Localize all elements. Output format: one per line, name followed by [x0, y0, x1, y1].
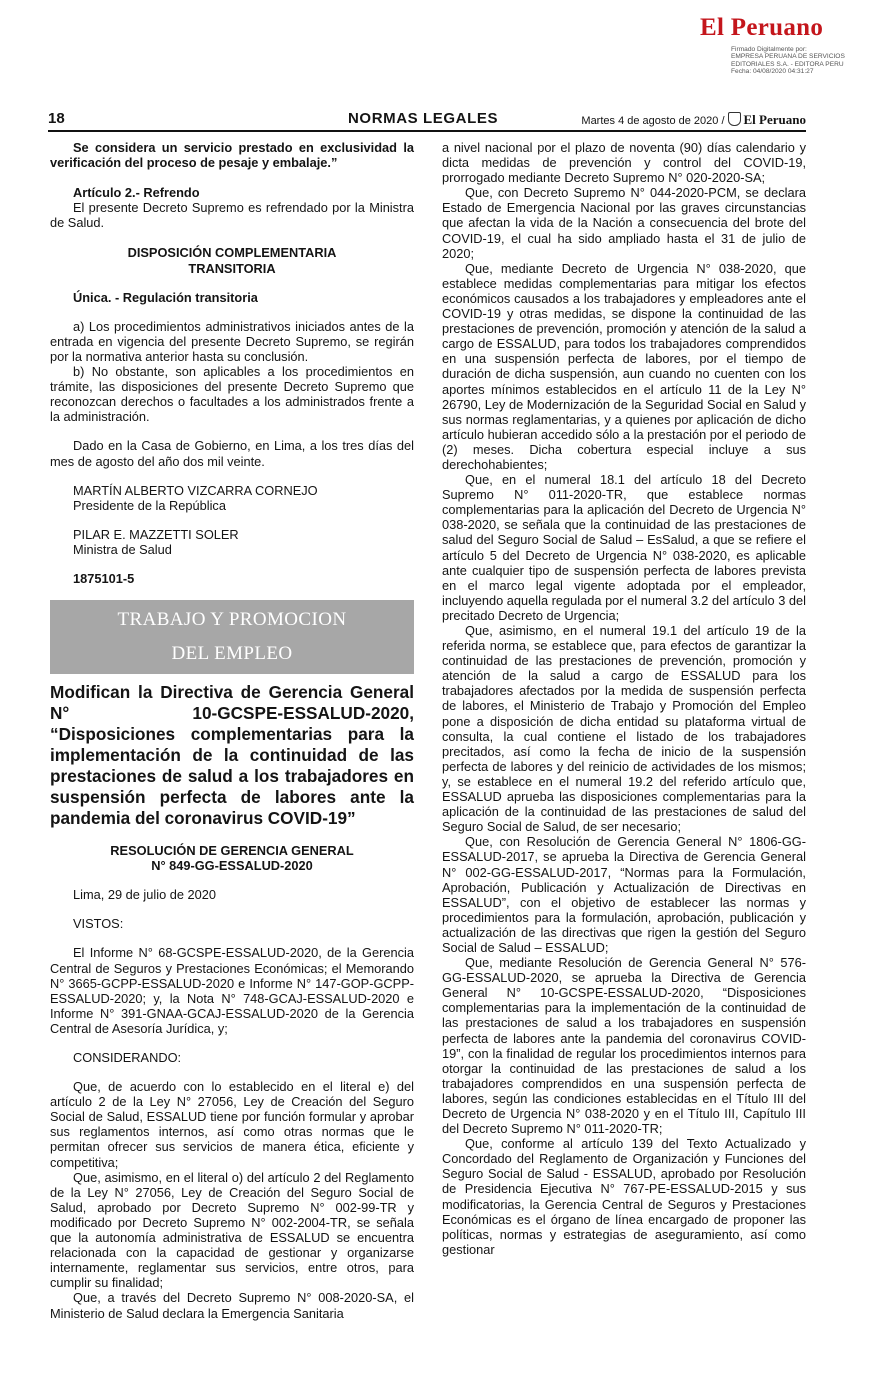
coat-of-arms-icon: [728, 112, 741, 126]
signatory-role: Ministra de Salud: [73, 541, 172, 557]
paragraph: El presente Decreto Supremo es refrendado por la Ministra de Salud.: [50, 200, 414, 231]
resolution-number: N° 849-GG-ESSALUD-2020: [151, 858, 313, 874]
paragraph: Que, de acuerdo con lo establecido en el literal e) del artículo 2 de la Ley N° 27056, Ley de Creación del Seguro Social de Salud, ESSALUD tiene por función formular y aprobar sus reglamentos internos, así como otras normas que le permitan ofrecer sus servicios de manera ética, eficiente y competitiva;: [50, 1079, 414, 1170]
paragraph: Que, mediante Decreto de Urgencia N° 038-2020, que establece medidas complementarias para mitigar los efectos económicos causados a los trabajadores y empleadores ante el COVID-19 y otras medidas, se dispone la continuidad de las prestaciones de prevención, promoción y atención de la salud a cargo de ESSALUD, para todos los trabajadores comprendidos en una suspensión perfecta de labores, por el tiempo de duración de dicha suspensión, aun cuando no cuenten con los aportes mínimos establecidos en el artículo 11 de la Ley N° 26790, Ley de Modernización de la Seguridad Social en Salud y sus normas reglamentarias, y a quienes por aplicación de dicho artículo hubieran accedido sólo a la prestación por el periodo de (2) meses. Dicha cobertura especial incluye a sus derechohabientes;: [442, 260, 806, 472]
section-heading: TRANSITORIA: [188, 260, 276, 276]
signatory-name: MARTÍN ALBERTO VIZCARRA CORNEJO: [73, 482, 318, 498]
paragraph: Que, con Resolución de Gerencia General N° 1806-GG-ESSALUD-2017, se aprueba la Directiva de Gerencia General N° 002-GG-ESSALUD-2017, “Normas para la Formulación, Aprobación, Publicación y Actualización de Directivas en ESSALUD”, con el objetivo de establecer las normas y procedimientos para la formulación, aprobación, publicación y actualización de las directivas que rigen la gestión del Seguro Social de Salud – ESSALUD;: [442, 834, 806, 955]
paragraph: b) No obstante, son aplicables a los procedimientos en trámite, las disposiciones del presente Decreto Supremo que reconozcan derechos o facultades a los administrados frente a la administración.: [50, 364, 414, 425]
sector-banner: [50, 600, 414, 674]
date-line: Lima, 29 de julio de 2020: [73, 887, 217, 903]
signature-line: EMPRESA PERUANA DE SERVICIOS: [731, 53, 845, 61]
left-column: [50, 140, 414, 1321]
paragraph: Que, conforme al artículo 139 del Texto Actualizado y Concordado del Reglamento de Organización y Funciones del Seguro Social de Salud - ESSALUD, aprobado por Resolución de Presidencia Ejecutiva N° 767-PE-ESSALUD-2015 y sus modificatorias, la Gerencia Central de Seguros y Prestaciones Económicas es el órgano de línea encargado de proponer las políticas, normas y estrategias de aseguramiento, así como gestionar: [442, 1136, 806, 1257]
signatory-role: Presidente de la República: [73, 497, 226, 513]
banner-line: DEL EMPLEO: [171, 643, 293, 665]
header-brand: El Peruano: [743, 112, 806, 127]
paragraph: Que, asimismo, en el numeral 19.1 del artículo 19 de la referida norma, se establece que, para efectos de garantizar la continuidad de las prestaciones de prevención, promoción y atención de la salud a cargo de ESSALUD para los trabajadores afectados por la medida de suspensión perfecta de labores, el Ministerio de Trabajo y Promoción del Empleo pone a disposición de dicha entidad su plataforma virtual de consulta, la cual contiene el listado de los trabajadores precitados, así como la fecha de inicio de la suspensión perfecta de labores y del reinicio de actividades de los mismos; y, se establece en el numeral 19.2 del referido artículo que, ESSALUD aprueba las disposiciones complementarias para la aplicación de la continuidad de las prestaciones de salud del Seguro Social de Salud, de ser necesario;: [442, 623, 806, 835]
signature-line: Fecha: 04/08/2020 04:31:27: [731, 68, 814, 76]
paragraph: Se considera un servicio prestado en exclusividad la verificación del proceso de pesaje y embalaje.”: [50, 140, 414, 171]
paragraph: Que, mediante Resolución de Gerencia General N° 576-GG-ESSALUD-2020, se aprueba la Directiva de Gerencia General N° 10-GCSPE-ESSALUD-2020, “Disposiciones complementarias para la implementación de la continuidad de las prestaciones de salud a los trabajadores en suspensión perfecta de labores ante la pandemia del coronavirus COVID-19”, con la finalidad de regular los procedimientos internos para otorgar la continuidad de las prestaciones de salud a los trabajadores comprendidos en una suspensión perfecta de labores, según las condiciones establecidas en el Título III del Decreto de Urgencia N° 038-2020 y en el Título III, Capítulo III del Decreto Supremo N° 011-2020-TR;: [442, 955, 806, 1137]
norm-code: 1875101-5: [73, 570, 135, 586]
header-date: [581, 112, 806, 128]
page-number: 18: [48, 110, 65, 127]
signature-line: EDITORIALES S.A. - EDITORA PERU: [731, 60, 844, 68]
paragraph: Que, con Decreto Supremo N° 044-2020-PCM, se declara Estado de Emergencia Nacional por las graves circunstancias que afectan la vida de la Nación a consecuencia del brote del COVID-19, el cual ha sido ampliado hasta el 31 de julio de 2020;: [442, 185, 806, 261]
paragraph: a) Los procedimientos administrativos iniciados antes de la entrada en vigencia del presente Decreto Supremo, se regirán por la normativa anterior hasta su conclusión.: [50, 318, 414, 364]
paragraph: El Informe N° 68-GCSPE-ESSALUD-2020, de la Gerencia Central de Seguros y Prestaciones Económicas; el Memorando N° 3665-GCPP-ESSALUD-2020 e Informe N° 147-GOP-GCPP-ESSALUD-2020; y, la Nota N° 748-GCAJ-ESSALUD-2020 e Informe N° 391-GNAA-GCAJ-ESSALUD-2020 de la Gerencia Central de Asesoría Jurídica, y;: [50, 945, 414, 1036]
signature-line: Firmado Digitalmente por:: [731, 46, 807, 53]
paragraph: Dado en la Casa de Gobierno, en Lima, a los tres días del mes de agosto del año dos mil veinte.: [50, 438, 414, 469]
date-text: Martes 4 de agosto de 2020 /: [581, 115, 725, 127]
considerando-label: CONSIDERANDO:: [73, 1050, 182, 1065]
article-title: Artículo 2.- Refrendo: [73, 185, 200, 201]
right-column: [442, 140, 806, 1257]
resolution-heading: RESOLUCIÓN DE GERENCIA GENERAL: [110, 843, 354, 859]
signatory-name: PILAR E. MAZZETTI SOLER: [73, 526, 239, 542]
banner-line: TRABAJO Y PROMOCION: [117, 609, 347, 631]
paragraph: Que, asimismo, en el literal o) del artículo 2 del Reglamento de la Ley N° 27056, Ley de Creación del Seguro Social de Salud, aprobado por Decreto Supremo N° 002-99-TR y modificado por Decreto Supremo N° 002-2004-TR, se señala que la autonomía administrativa de ESSALUD se encuentra relacionada con la capacidad de gestionar y organizarse internamente, reglamentar sus servicios, entre otros, para cumplir su finalidad;: [50, 1169, 414, 1291]
paragraph: Que, en el numeral 18.1 del artículo 18 del Decreto Supremo N° 011-2020-TR, que establece normas complementarias para la aplicación del Decreto de Urgencia N° 038-2020, se señala que la continuidad de las prestaciones de salud del Seguro Social de Salud – EsSalud, a que se refiere el artículo 5 del Decreto de Urgencia N° 038-2020, es aplicable ante cualquier tipo de suspensión perfecta de labores prevista en el marco legal vigente adoptada por el empleador, incluyendo aquella regulada por el numeral 3.2 del artículo 3 del precitado Decreto de Urgencia;: [442, 472, 806, 623]
page-header: [48, 108, 806, 132]
el-peruano-logo: El Peruano: [700, 14, 824, 41]
paragraph: a nivel nacional por el plazo de noventa (90) días calendario y dicta medidas de prevención y control del COVID-19, prorrogado mediante Decreto Supremo N° 020-2020-SA;: [442, 140, 806, 186]
vistos-label: VISTOS:: [73, 916, 124, 932]
paragraph: Que, a través del Decreto Supremo N° 008-2020-SA, el Ministerio de Salud declara la Emergencia Sanitaria: [50, 1290, 414, 1321]
section-heading: DISPOSICIÓN COMPLEMENTARIA: [127, 245, 337, 261]
digital-signature-stamp: [731, 46, 863, 76]
section-title: NORMAS LEGALES: [348, 110, 499, 127]
norm-title: Modifican la Directiva de Gerencia General N° 10-GCSPE-ESSALUD-2020, “Disposiciones complementarias para la implementación de la continuidad de las prestaciones de salud a los trabajadores en suspensión perfecta de labores ante la pandemia del coronavirus COVID-19”: [50, 682, 414, 829]
subsection-title: Única. - Regulación transitoria: [73, 289, 258, 305]
